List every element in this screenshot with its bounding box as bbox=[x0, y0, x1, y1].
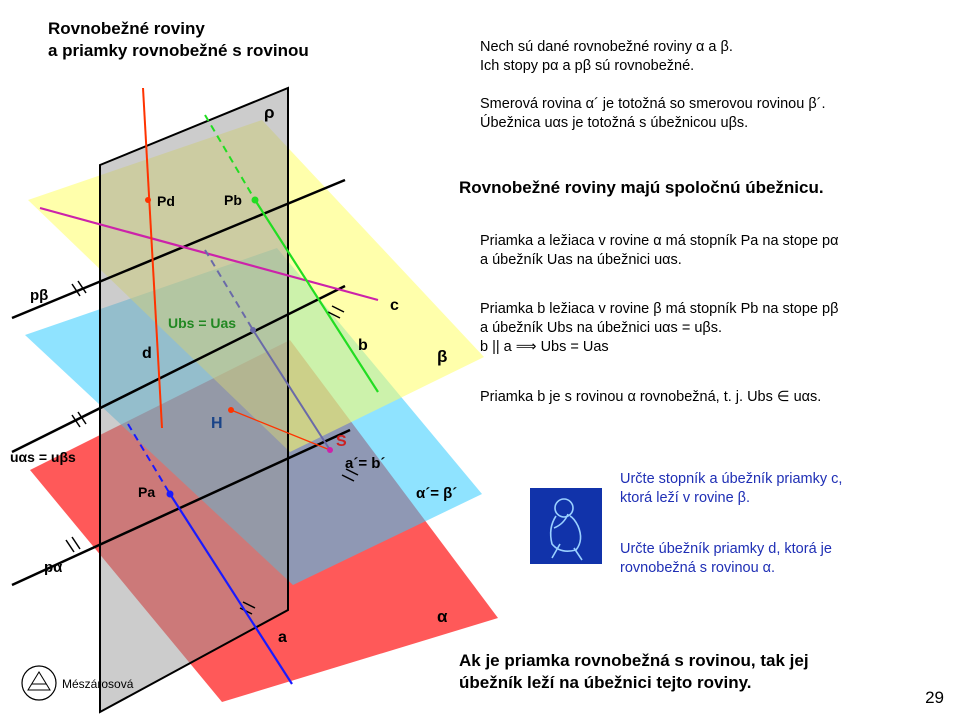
title-line-2: a priamky rovnobežné s rovinou bbox=[48, 41, 309, 60]
page-number: 29 bbox=[925, 688, 944, 707]
task-2-line-2: rovnobežná s rovinou α. bbox=[620, 560, 776, 576]
conclusion-line-2: úbežník leží na úbežnici tejto roviny. bbox=[459, 673, 752, 692]
label-b: b bbox=[358, 337, 368, 354]
label-pd: Pd bbox=[157, 193, 175, 209]
line-b-text-3: b || a ⟹ Ubs = Uas bbox=[480, 339, 609, 355]
task-2-line-1: Určte úbežník priamky d, ktorá je bbox=[620, 541, 832, 557]
label-u-point: Ubs = Uas bbox=[168, 315, 237, 331]
label-a: a bbox=[278, 629, 287, 646]
intro-line-1: Nech sú dané rovnobežné roviny α a β. bbox=[480, 39, 733, 55]
label-p-alpha: pα bbox=[44, 559, 63, 576]
plane-rho bbox=[100, 88, 288, 712]
task-1-line-1: Určte stopník a úbežník priamky c, bbox=[620, 471, 843, 487]
line-b-block bbox=[480, 300, 838, 357]
label-u: uαs = uβs bbox=[10, 449, 76, 465]
intro-line-2: Ich stopy pα a pβ sú rovnobežné. bbox=[480, 58, 695, 74]
label-ab-dir: a´= b´ bbox=[345, 455, 386, 472]
conclusion bbox=[459, 650, 809, 694]
intro-line-4: Úbežnica uαs je totožná s úbežnicou uβs. bbox=[480, 115, 749, 131]
task-2 bbox=[620, 540, 832, 578]
point-u bbox=[250, 327, 256, 333]
point-pd bbox=[145, 197, 151, 203]
heading-common-vanishing-line: Rovnobežné roviny majú spoločnú úbežnicu. bbox=[459, 178, 824, 197]
point-pb bbox=[252, 197, 259, 204]
label-pa: Pa bbox=[138, 484, 156, 500]
intro-line-3: Smerová rovina α´ je totožná so smerovou rovinou β´. bbox=[480, 96, 826, 112]
line-b-text-1: Priamka b ležiaca v rovine β má stopník Pb na stope pβ bbox=[480, 301, 839, 317]
label-c: c bbox=[390, 297, 399, 314]
author-logo-icon bbox=[20, 664, 58, 702]
label-d: d bbox=[142, 345, 152, 362]
conclusion-line-1: Ak je priamka rovnobežná s rovinou, tak jej bbox=[459, 651, 809, 670]
point-pa bbox=[167, 491, 174, 498]
line-b-parallel-text: Priamka b je s rovinou α rovnobežná, t. j. Ubs ∈ uαs. bbox=[480, 389, 822, 405]
intro-block bbox=[480, 38, 826, 133]
task-1-line-2: ktorá leží v rovine β. bbox=[620, 490, 751, 506]
point-h bbox=[228, 407, 234, 413]
line-a-block bbox=[480, 232, 839, 270]
label-s: S bbox=[336, 433, 347, 450]
task-1 bbox=[620, 470, 842, 508]
label-beta: β bbox=[437, 347, 448, 366]
thinker-image bbox=[530, 488, 602, 564]
line-b-text-2: a úbežník Ubs na úbežnici uαs = uβs. bbox=[480, 320, 723, 336]
title-line-1: Rovnobežné roviny bbox=[48, 19, 205, 38]
label-alpha: α bbox=[437, 607, 448, 626]
line-a-text-2: a úbežník Uas na úbežnici uαs. bbox=[480, 252, 682, 268]
point-s bbox=[327, 447, 333, 453]
parallel-planes-figure bbox=[0, 80, 500, 720]
label-h: H bbox=[211, 415, 223, 432]
label-alpha-beta-dir: α´= β´ bbox=[416, 485, 458, 502]
line-a-text-1: Priamka a ležiaca v rovine α má stopník Pa na stope pα bbox=[480, 233, 839, 249]
author-name: Mészárosová bbox=[62, 677, 134, 691]
label-p-beta: pβ bbox=[30, 287, 49, 304]
label-rho: ρ bbox=[264, 103, 275, 122]
label-pb: Pb bbox=[224, 192, 242, 208]
page-title bbox=[48, 18, 309, 62]
